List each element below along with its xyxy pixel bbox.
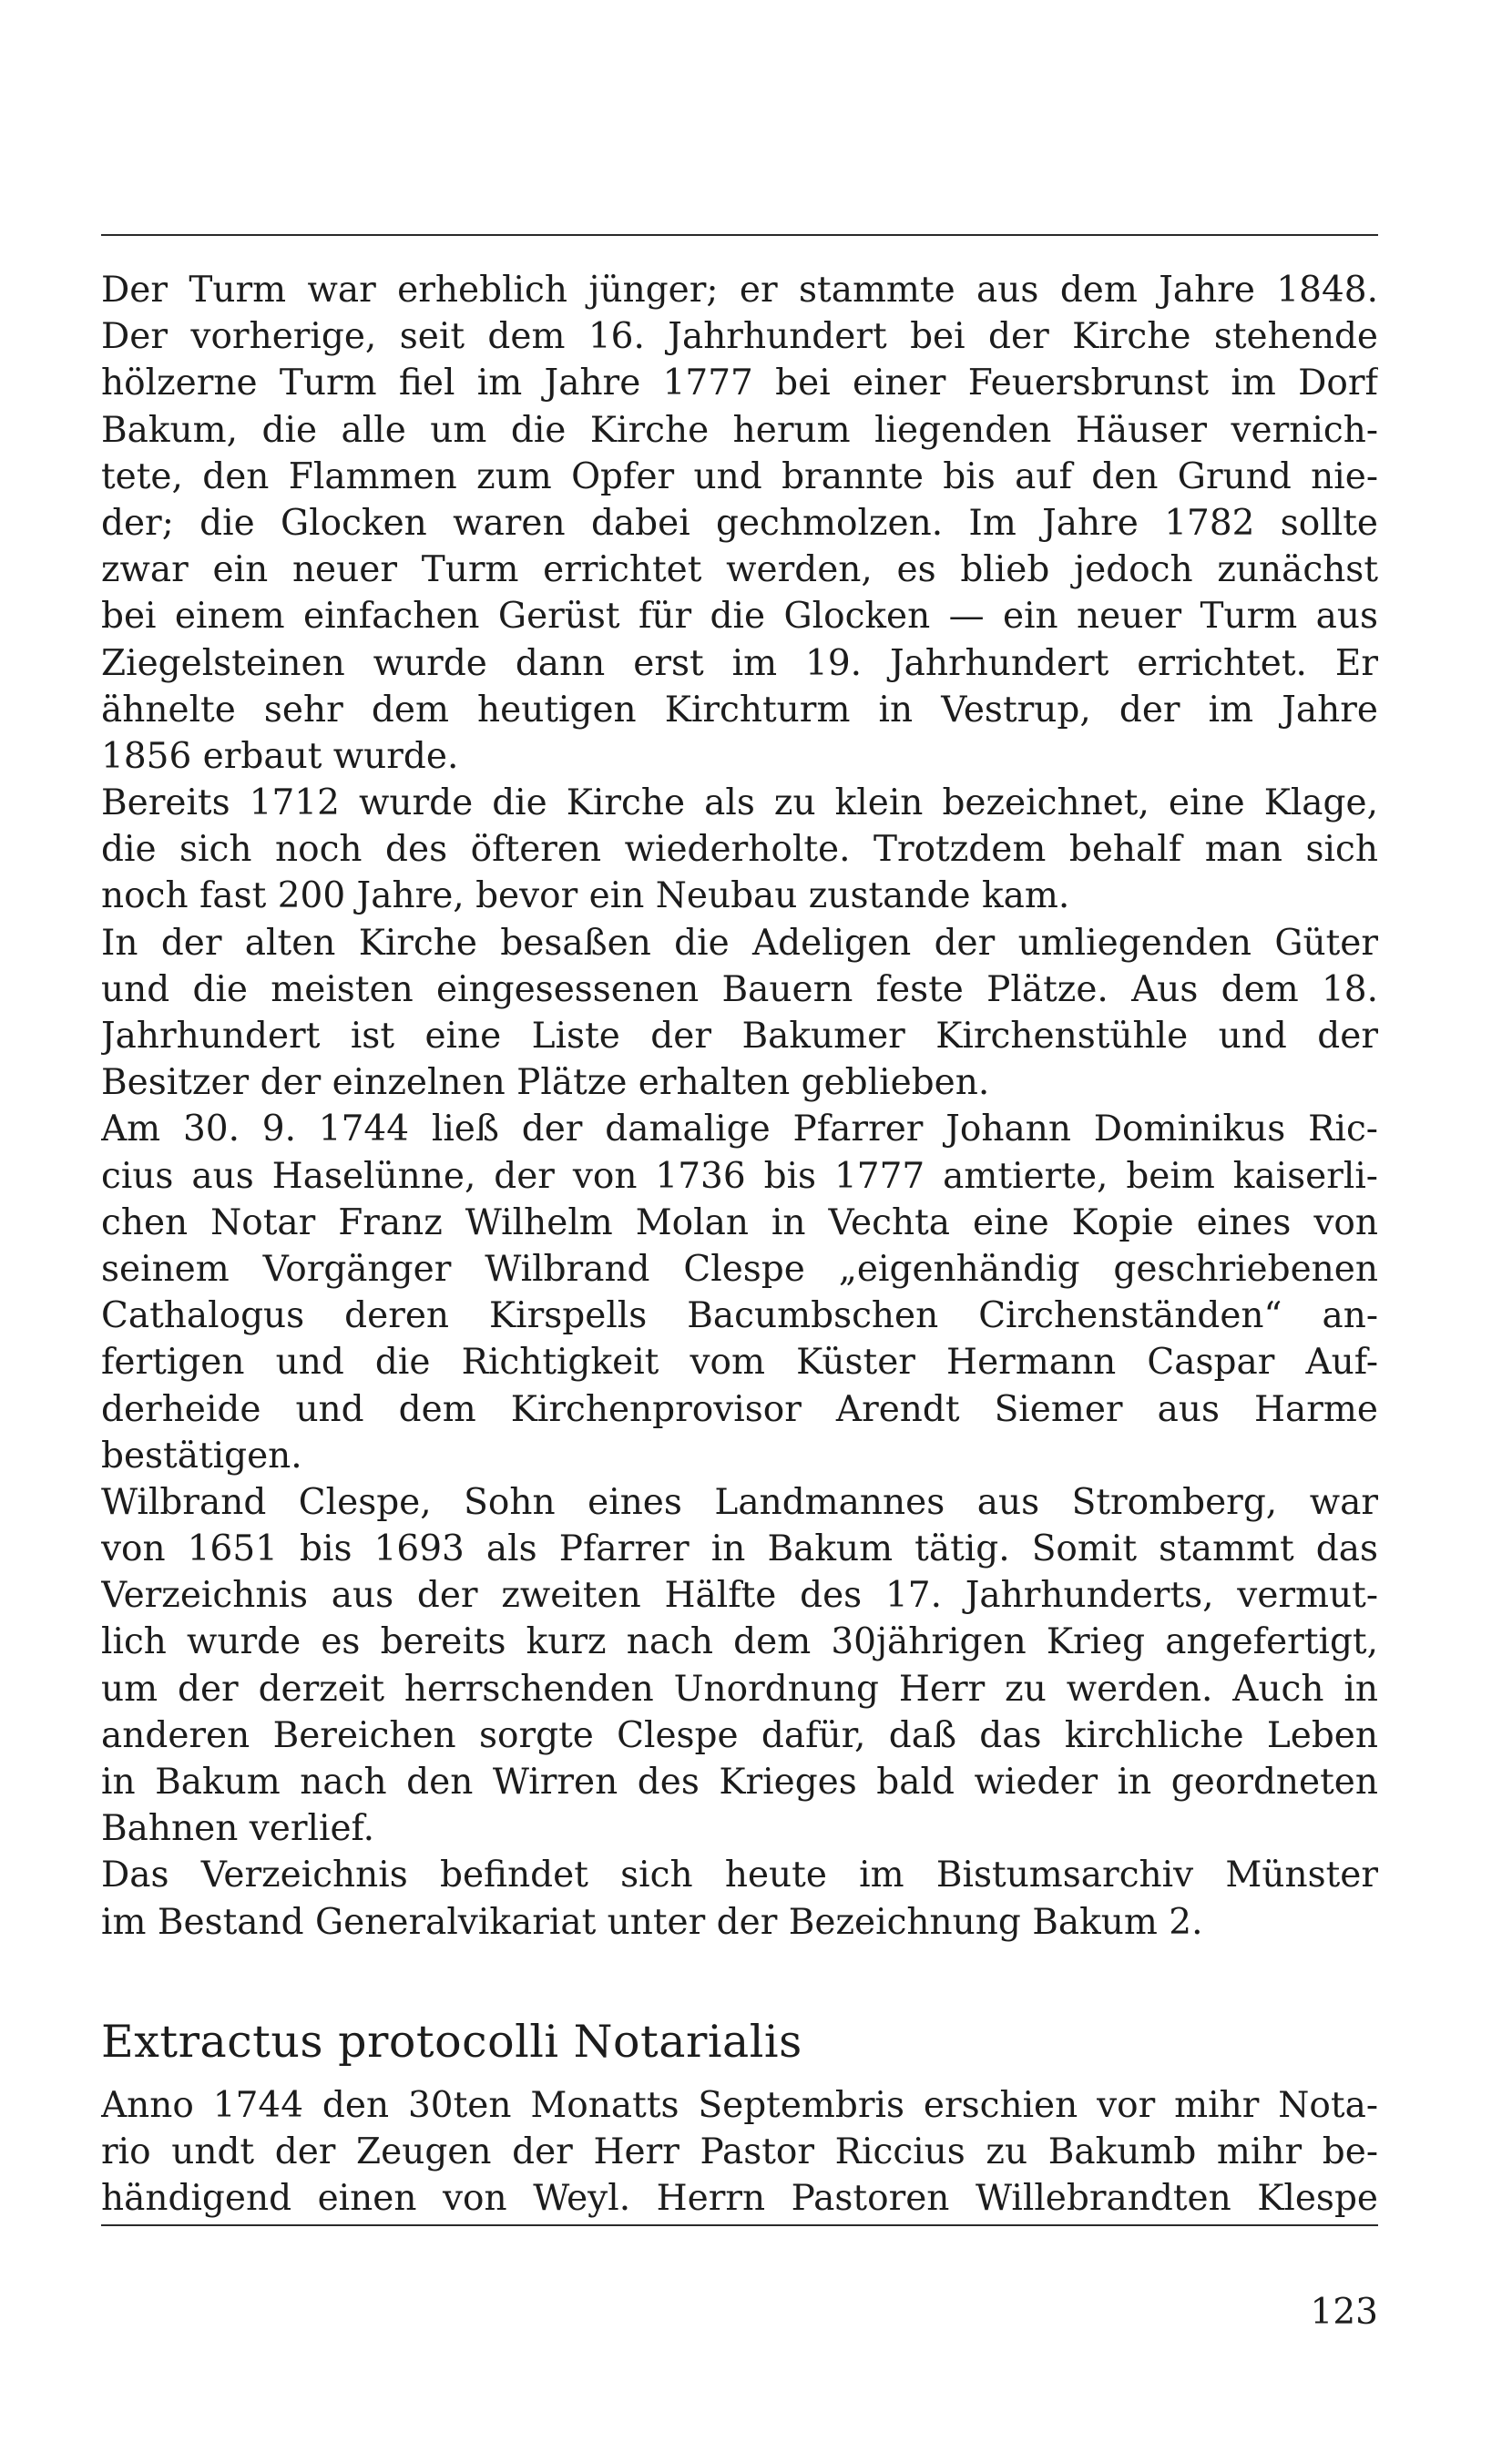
text-line: 1856 erbaut wurde. [101, 735, 459, 777]
paragraph [101, 1106, 1378, 1479]
text-line: chen Notar Franz Wilhelm Molan in Vechta eine Kopie eines von [101, 1201, 1378, 1243]
paragraph [101, 920, 1378, 1107]
text-line: bestätigen. [101, 1435, 302, 1477]
text-line: anderen Bereichen sorgte Clespe dafür, daß das kirchliche Leben [101, 1714, 1378, 1756]
text-line: und die meisten eingesessenen Bauern feste Plätze. Aus dem 18. [101, 968, 1378, 1010]
text-line: Der Turm war erheblich jünger; er stammte aus dem Jahre 1848. [101, 270, 1378, 311]
text-line: in Bakum nach den Wirren des Krieges bald wieder in geordneten [101, 1762, 1378, 1803]
text-line: ähnelte sehr dem heutigen Kirchturm in Vestrup, der im Jahre [101, 689, 1378, 731]
text-line: Verzeichnis aus der zweiten Hälfte des 17. Jahrhunderts, vermut- [101, 1575, 1378, 1617]
text-line: Wilbrand Clespe, Sohn eines Landmannes aus Stromberg, war [101, 1481, 1378, 1523]
text-line: im Bestand Generalvikariat unter der Bezeichnung Bakum 2. [101, 1901, 1203, 1943]
text-line: hölzerne Turm fiel im Jahre 1777 bei einer Feuersbrunst im Dorf [101, 363, 1378, 404]
text-line: Am 30. 9. 1744 ließ der damalige Pfarrer Johann Dominikus Ric- [101, 1109, 1378, 1150]
text-line: Bereits 1712 wurde die Kirche als zu klein bezeichnet, eine Klage, [101, 782, 1378, 824]
text-line: noch fast 200 Jahre, bevor ein Neubau zustande kam. [101, 875, 1070, 917]
text-line: bei einem einfachen Gerüst für die Glocken — ein neuer Turm aus [101, 596, 1378, 638]
text-line: fertigen und die Richtigkeit vom Küster Hermann Caspar Auf- [101, 1342, 1378, 1384]
text-line: Bakum, die alle um die Kirche herum liegenden Häuser vernich- [101, 409, 1378, 451]
text-line: Der vorherige, seit dem 16. Jahrhundert bei der Kirche stehende [101, 316, 1378, 358]
text-line: der; die Glocken waren dabei gechmolzen. Im Jahre 1782 sollte [101, 502, 1378, 544]
paragraph [101, 267, 1378, 780]
text-line: Besitzer der einzelnen Plätze erhalten geblieben. [101, 1062, 990, 1104]
text-line: rio undt der Zeugen der Herr Pastor Riccius zu Bakumb mihr be- [101, 2131, 1378, 2172]
text-line: In der alten Kirche besaßen die Adeligen der umliegenden Güter [101, 922, 1378, 964]
paragraph [101, 780, 1378, 920]
text-line: tete, den Flammen zum Opfer und brannte bis auf den Grund nie- [101, 455, 1378, 497]
paragraph [101, 2082, 1378, 2223]
text-line: zwar ein neuer Turm errichtet werden, es blieb jedoch zunächst [101, 549, 1378, 591]
top-rule [101, 234, 1378, 236]
text-line: Das Verzeichnis befindet sich heute im Bistumsarchiv Münster [101, 1855, 1378, 1896]
text-line: Cathalogus deren Kirspells Bacumbschen Circhenständen“ an- [101, 1295, 1378, 1337]
text-line: lich wurde es bereits kurz nach dem 30jährigen Krieg angefertigt, [101, 1621, 1378, 1663]
text-line: Ziegelsteinen wurde dann erst im 19. Jahrhundert errichtet. Er [101, 642, 1378, 684]
text-line: Anno 1744 den 30ten Monatts Septembris erschien vor mihr Nota- [101, 2084, 1378, 2126]
page-number: 123 [1310, 2292, 1378, 2333]
text-line: derheide und dem Kirchenprovisor Arendt Siemer aus Harme [101, 1388, 1378, 1430]
text-line: seinem Vorgänger Wilbrand Clespe „eigenhändig geschriebenen [101, 1248, 1378, 1290]
text-line: händigend einen von Weyl. Herrn Pastoren Willebrandten Klespe [101, 2178, 1378, 2220]
text-line: um der derzeit herrschenden Unordnung Herr zu werden. Auch in [101, 1668, 1378, 1710]
text-line: die sich noch des öfteren wiederholte. Trotzdem behalf man sich [101, 829, 1378, 871]
section-heading: Extractus protocolli Notarialis [101, 2015, 802, 2068]
bottom-rule [101, 2224, 1378, 2226]
text-line: Jahrhundert ist eine Liste der Bakumer Kirchenstühle und der [101, 1016, 1378, 1057]
text-line: Bahnen verlief. [101, 1808, 374, 1850]
text-line: von 1651 bis 1693 als Pfarrer in Bakum tätig. Somit stammt das [101, 1528, 1378, 1570]
page-body [101, 267, 1378, 2222]
text-line: cius aus Haselünne, der von 1736 bis 1777 amtierte, beim kaiserli- [101, 1155, 1378, 1197]
closing-paragraph [101, 2082, 1378, 2223]
paragraph [101, 1479, 1378, 1853]
body-text [101, 267, 1378, 1946]
paragraph [101, 1852, 1378, 1945]
